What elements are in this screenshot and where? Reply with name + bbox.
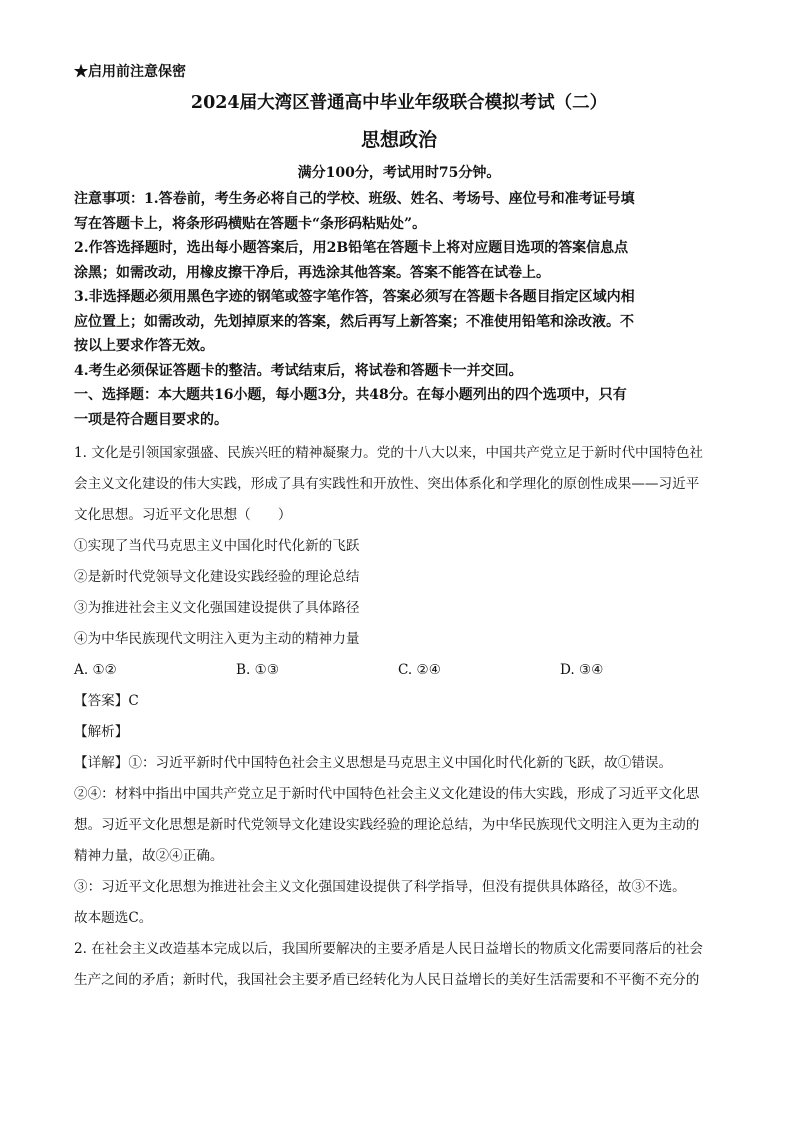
explanation-line: 想。习近平文化思想是新时代党领导文化建设实践经验的理论总结，为中华民族现代文明注入更为主动的 — [74, 817, 700, 833]
option-c: C. ②④ — [398, 662, 441, 678]
confidential-mark: ★启用前注意保密 — [74, 64, 186, 80]
instruction-line: 注意事项：1.答卷前，考生务必将自己的学校、班级、姓名、考场号、座位号和准考证号填 — [74, 191, 635, 207]
explanation-line: 【详解】①：习近平新时代中国特色社会主义思想是马克思主义中国化时代化新的飞跃，故①错误。 — [74, 755, 673, 771]
question-stem-line: 1. 文化是引领国家强盛、民族兴旺的精神凝聚力。党的十八大以来，中国共产党立足于新时代中国特色社 — [74, 445, 704, 461]
instruction-line: 3.非选择题必须用黑色字迹的钢笔或签字笔作答，答案必须写在答题卡各题目指定区域内相 — [74, 289, 635, 305]
question-stem-line: 文化思想。习近平文化思想（ ） — [74, 507, 292, 523]
instruction-line: 按以上要求作答无效。 — [74, 338, 214, 354]
exam-page — [74, 60, 724, 996]
question-2 — [74, 934, 724, 996]
analysis-label: 【解析】 — [74, 724, 129, 740]
score-time-info: 满分100分，考试用时75分钟。 — [297, 165, 501, 181]
option-d: D. ③④ — [560, 662, 604, 678]
question-stem-line: 2. 在社会主义改造基本完成以后，我国所要解决的主要矛盾是人民日益增长的物质文化需要同落后的社会 — [74, 941, 704, 957]
question-stem-line: 会主义文化建设的伟大实践，形成了具有实践性和开放性、突出体系化和学理化的原创性成果——习近平 — [74, 476, 700, 492]
section-heading — [74, 383, 724, 432]
question-stem-line: 生产之间的矛盾；新时代，我国社会主要矛盾已经转化为人民日益增长的美好生活需要和不平衡不充分的 — [74, 972, 700, 988]
answer-line: 【答案】C — [74, 693, 139, 709]
instruction-line: 2.作答选择题时，选出每小题答案后，用2B铅笔在答题卡上将对应题目选项的答案信息点 — [74, 240, 629, 256]
explanation-line: ③：习近平文化思想为推进社会主义文化强国建设提供了科学指导，但没有提供具体路径，故③不选。 — [74, 879, 686, 895]
explanation-line: 精神力量，故②④正确。 — [74, 848, 224, 864]
explanation-line: ②④：材料中指出中国共产党立足于新时代中国特色社会主义文化建设的伟大实践，形成了习近平文化思 — [74, 786, 700, 802]
instruction-line: 应位置上；如需改动，先划掉原来的答案，然后再写上新答案；不准使用铅笔和涂改液。不 — [74, 313, 634, 330]
instruction-line: 4.考生必须保证答题卡的整洁。考试结束后，将试卷和答题卡一并交回。 — [74, 362, 523, 379]
section-line: 一、选择题：本大题共16小题，每小题3分，共48分。在每小题列出的四个选项中，只有 — [74, 387, 627, 403]
subject-title: 思想政治 — [360, 129, 437, 151]
answer-options — [74, 655, 724, 686]
instruction-line: 涂黑；如需改动，用橡皮擦干净后，再选涂其他答案。答案不能答在试卷上。 — [74, 264, 550, 281]
statement-item: ③为推进社会主义文化强国建设提供了具体路径 — [74, 600, 360, 616]
explanation-line: 故本题选C。 — [74, 910, 153, 926]
statement-item: ②是新时代党领导文化建设实践经验的理论总结 — [74, 569, 360, 585]
exam-instructions — [74, 187, 724, 383]
statement-item: ①实现了当代马克思主义中国化时代化新的飞跃 — [74, 538, 360, 554]
question-1 — [74, 438, 724, 934]
option-b: B. ①③ — [236, 662, 280, 678]
section-line: 一项是符合题目要求的。 — [74, 411, 228, 428]
exam-title: 2024届大湾区普通高中毕业年级联合模拟考试（二） — [190, 93, 608, 113]
statement-item: ④为中华民族现代文明注入更为主动的精神力量 — [74, 631, 360, 647]
option-a: A. ①② — [74, 662, 117, 678]
instruction-line: 写在答题卡上，将条形码横贴在答题卡“条形码粘贴处”。 — [74, 215, 427, 232]
